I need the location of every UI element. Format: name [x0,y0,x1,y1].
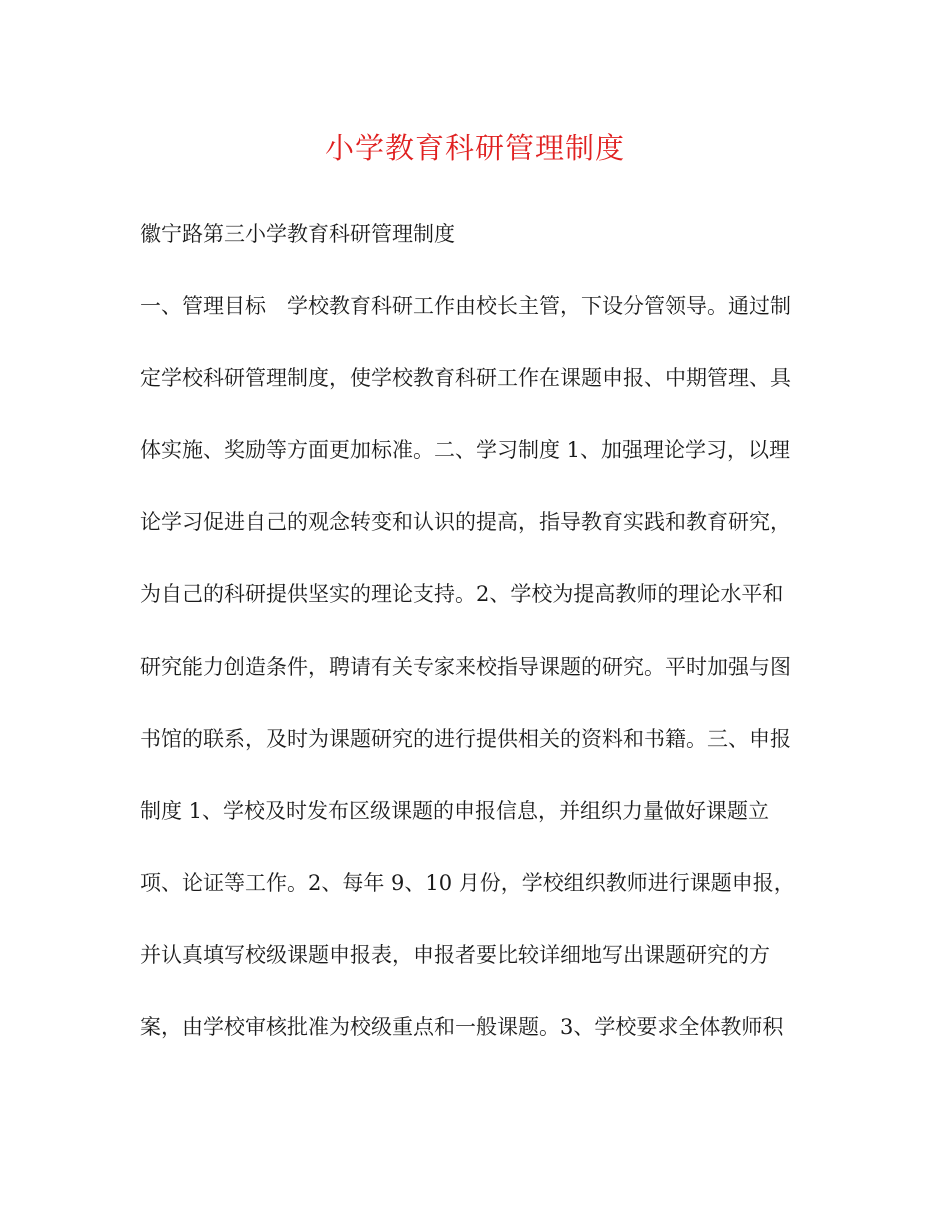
body-line: 定学校科研管理制度，使学校教育科研工作在课题申报、中期管理、具 [140,366,791,390]
body-line: 项、论证等工作。2、每年 9、10 月份，学校组织教师进行课题申报， [140,871,795,895]
body-line: 制度 1、学校及时发布区级课题的申报信息，并组织力量做好课题立 [140,799,770,823]
body-line: 案，由学校审核批准为校级重点和一般课题。3、学校要求全体教师积 [140,1015,784,1039]
body-line: 一、管理目标 学校教育科研工作由校长主管，下设分管领导。通过制 [140,294,791,318]
document-subtitle: 徽宁路第三小学教育科研管理制度 [140,222,455,246]
body-line: 为自己的科研提供坚实的理论支持。2、学校为提高教师的理论水平和 [140,582,784,606]
body-line: 并认真填写校级课题申报表，申报者要比较详细地写出课题研究的方 [140,943,770,967]
body-line: 研究能力创造条件，聘请有关专家来校指导课题的研究。平时加强与图 [140,655,791,679]
body-line: 体实施、奖励等方面更加标准。二、学习制度 1、加强理论学习，以理 [140,438,791,462]
body-line: 书馆的联系，及时为课题研究的进行提供相关的资料和书籍。三、申报 [140,727,791,751]
document-title: 小学教育科研管理制度 [324,131,625,165]
body-line: 论学习促进自己的观念转变和认识的提高，指导教育实践和教育研究， [140,510,791,534]
